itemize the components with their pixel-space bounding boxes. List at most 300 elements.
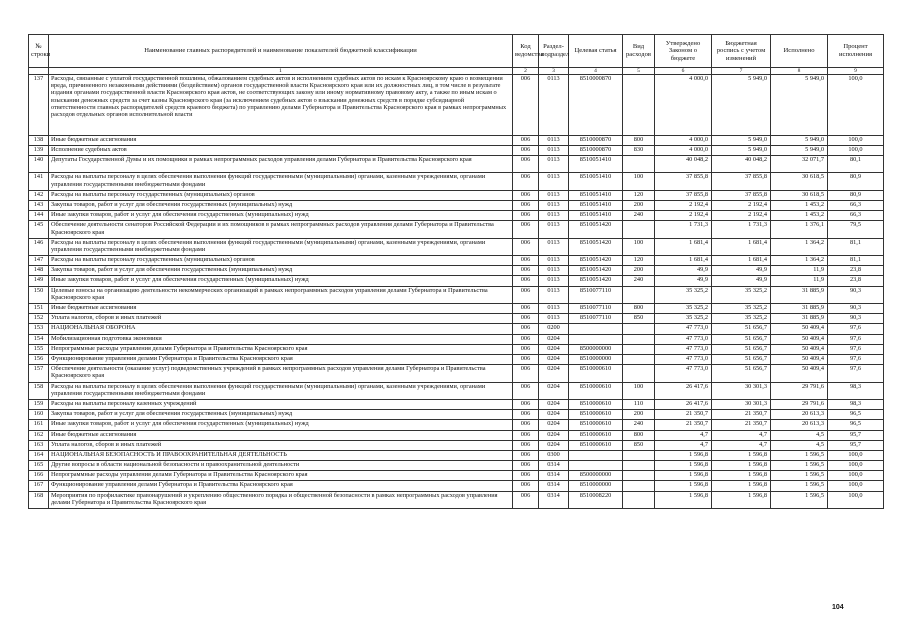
- table-row: [29, 471, 884, 481]
- target-article: 8510051410: [569, 211, 623, 221]
- executed-amount: 1 376,1: [771, 221, 828, 238]
- header-cell: Вид расходов: [623, 35, 655, 68]
- executed-amount: 5 949,0: [771, 135, 828, 145]
- row-name: Иные закупки товаров, работ и услуг для обеспечения государственных (муниципальных) нужд: [49, 276, 513, 286]
- header-cell: Процент исполнения: [828, 35, 884, 68]
- execution-percent: 80,9: [828, 173, 884, 190]
- table-row: [29, 211, 884, 221]
- row-name: Иные бюджетные ассигнования: [49, 135, 513, 145]
- execution-percent: 98,3: [828, 399, 884, 409]
- target-article: [569, 324, 623, 334]
- expense-type: [623, 461, 655, 471]
- row-name: Обеспечение деятельности (оказание услуг) подведомственных учреждений в рамках непрограммных расходов управления делами Губернатора и Правительства Красноярского края: [49, 365, 513, 382]
- target-article: 8510051420: [569, 256, 623, 266]
- executed-amount: 4,5: [771, 430, 828, 440]
- executed-amount: 50 409,4: [771, 354, 828, 364]
- execution-percent: 90,3: [828, 286, 884, 303]
- expense-type: [623, 354, 655, 364]
- executed-amount: 20 613,3: [771, 410, 828, 420]
- row-name: Расходы на выплаты персоналу в целях обеспечения выполнения функций государственными (муниципальными) органами, казенными учреждениями, органами управления государственными внебюджетными фондами: [49, 382, 513, 399]
- target-article: 8500000000: [569, 471, 623, 481]
- executed-amount: 1 364,2: [771, 256, 828, 266]
- section-code: 0113: [539, 221, 569, 238]
- row-number: 144: [29, 211, 49, 221]
- section-code: 0113: [539, 238, 569, 255]
- row-name: Расходы на выплаты персоналу государственных (муниципальных) органов: [49, 190, 513, 200]
- column-number: 6: [655, 68, 712, 75]
- execution-percent: 100,0: [828, 491, 884, 508]
- table-row: [29, 221, 884, 238]
- expense-type: 240: [623, 211, 655, 221]
- execution-percent: 95,7: [828, 430, 884, 440]
- approved-amount: 2 192,4: [655, 211, 712, 221]
- approved-amount: 26 417,6: [655, 382, 712, 399]
- row-name: Расходы на выплаты персоналу в целях обеспечения выполнения функций государственными (муниципальными) органами, казенными учреждениями, органами управления государственными внебюджетными фондами: [49, 238, 513, 255]
- execution-percent: 100,0: [828, 450, 884, 460]
- table-row: [29, 440, 884, 450]
- target-article: [569, 461, 623, 471]
- column-number: [29, 68, 49, 75]
- executed-amount: 1 364,2: [771, 238, 828, 255]
- table-row: [29, 314, 884, 324]
- budget-list-amount: 4,7: [712, 440, 771, 450]
- executed-amount: 1 596,5: [771, 491, 828, 508]
- column-number-row: [29, 68, 884, 75]
- execution-percent: 100,0: [828, 471, 884, 481]
- row-number: 159: [29, 399, 49, 409]
- executed-amount: 5 949,0: [771, 145, 828, 155]
- table-row: [29, 173, 884, 190]
- table-row: [29, 200, 884, 210]
- dept-code: 006: [513, 266, 539, 276]
- execution-percent: 79,5: [828, 221, 884, 238]
- dept-code: 006: [513, 461, 539, 471]
- header-cell: Целевая статья: [569, 35, 623, 68]
- table-row: [29, 304, 884, 314]
- table-row: [29, 145, 884, 155]
- dept-code: 006: [513, 430, 539, 440]
- execution-percent: 96,5: [828, 420, 884, 430]
- dept-code: 006: [513, 221, 539, 238]
- execution-percent: 90,3: [828, 304, 884, 314]
- table-row: [29, 155, 884, 172]
- row-number: 146: [29, 238, 49, 255]
- budget-list-amount: 1 681,4: [712, 256, 771, 266]
- executed-amount: 50 409,4: [771, 344, 828, 354]
- budget-list-amount: 1 596,8: [712, 491, 771, 508]
- row-number: 153: [29, 324, 49, 334]
- approved-amount: 4 000,0: [655, 75, 712, 136]
- row-name: Другие вопросы в области национальной безопасности и правоохранительной деятельности: [49, 461, 513, 471]
- target-article: 8510077110: [569, 286, 623, 303]
- table-row: [29, 382, 884, 399]
- expense-type: [623, 155, 655, 172]
- approved-amount: 26 417,6: [655, 399, 712, 409]
- row-number: 149: [29, 276, 49, 286]
- dept-code: 006: [513, 190, 539, 200]
- row-number: 163: [29, 440, 49, 450]
- target-article: 8510000610: [569, 430, 623, 440]
- row-name: Исполнение судебных актов: [49, 145, 513, 155]
- section-code: 0314: [539, 481, 569, 491]
- dept-code: 006: [513, 491, 539, 508]
- header-cell: Бюджетная роспись с учетом изменений: [712, 35, 771, 68]
- dept-code: 006: [513, 145, 539, 155]
- approved-amount: 1 596,8: [655, 471, 712, 481]
- row-name: Расходы, связанные с уплатой государственной пошлины, обжалованием судебных актов и исполнением судебных актов по искам к Красноярскому краю о возмещении вреда, причиненного незаконными действиями (бездействием) органов государственной власти Красноярского края или их должностных лиц, в том числе в результате издания органами государственной власти Красноярского края актов, не соответствующих закону или иному нормативному правовому акту, а также по иным искам о взыскании денежных средств за счет казны Красноярского края (за исключением судебных актов о взыскании денежных средств в порядке субсидиарной ответственности главных распорядителей средств краевого бюджета) по управлению делами Губернатора и Правительства Красноярского края в рамках непрограммных расходов отдельных органов исполнительной власти: [49, 75, 513, 136]
- approved-amount: 1 596,8: [655, 481, 712, 491]
- expense-type: [623, 481, 655, 491]
- row-number: 155: [29, 344, 49, 354]
- dept-code: 006: [513, 334, 539, 344]
- execution-percent: 96,5: [828, 410, 884, 420]
- budget-list-amount: 21 350,7: [712, 420, 771, 430]
- row-number: 140: [29, 155, 49, 172]
- header-cell: Код ведомства: [513, 35, 539, 68]
- expense-type: 830: [623, 145, 655, 155]
- executed-amount: 5 949,0: [771, 75, 828, 136]
- dept-code: 006: [513, 410, 539, 420]
- target-article: 8510000610: [569, 440, 623, 450]
- row-number: 142: [29, 190, 49, 200]
- budget-list-amount: 49,9: [712, 266, 771, 276]
- budget-list-amount: 1 596,8: [712, 471, 771, 481]
- column-number: 3: [539, 68, 569, 75]
- dept-code: 006: [513, 344, 539, 354]
- column-number: 4: [569, 68, 623, 75]
- budget-list-amount: 30 301,3: [712, 382, 771, 399]
- budget-list-amount: 51 656,7: [712, 324, 771, 334]
- dept-code: 006: [513, 324, 539, 334]
- table-row: [29, 344, 884, 354]
- dept-code: 006: [513, 304, 539, 314]
- dept-code: 006: [513, 256, 539, 266]
- budget-list-amount: 1 681,4: [712, 238, 771, 255]
- dept-code: 006: [513, 365, 539, 382]
- approved-amount: 1 596,8: [655, 491, 712, 508]
- budget-list-amount: 2 192,4: [712, 211, 771, 221]
- table-row: [29, 399, 884, 409]
- dept-code: 006: [513, 450, 539, 460]
- executed-amount: 11,9: [771, 266, 828, 276]
- executed-amount: 30 618,5: [771, 190, 828, 200]
- execution-percent: 66,3: [828, 211, 884, 221]
- target-article: 8510051420: [569, 266, 623, 276]
- table-row: [29, 256, 884, 266]
- approved-amount: 1 681,4: [655, 256, 712, 266]
- approved-amount: 4 000,0: [655, 145, 712, 155]
- section-code: 0204: [539, 365, 569, 382]
- expense-type: 100: [623, 173, 655, 190]
- executed-amount: 50 409,4: [771, 324, 828, 334]
- target-article: 8510051410: [569, 173, 623, 190]
- table-row: [29, 450, 884, 460]
- dept-code: 006: [513, 200, 539, 210]
- execution-percent: 90,3: [828, 314, 884, 324]
- budget-list-amount: 4,7: [712, 430, 771, 440]
- section-code: 0204: [539, 410, 569, 420]
- column-number: 9: [828, 68, 884, 75]
- approved-amount: 49,9: [655, 266, 712, 276]
- dept-code: 006: [513, 135, 539, 145]
- execution-percent: 97,6: [828, 324, 884, 334]
- table-body: [29, 75, 884, 509]
- approved-amount: 35 325,2: [655, 286, 712, 303]
- approved-amount: 4,7: [655, 440, 712, 450]
- executed-amount: 11,9: [771, 276, 828, 286]
- section-code: 0314: [539, 471, 569, 481]
- row-number: 147: [29, 256, 49, 266]
- row-name: Уплата налогов, сборов и иных платежей: [49, 314, 513, 324]
- section-code: 0204: [539, 354, 569, 364]
- row-number: 160: [29, 410, 49, 420]
- target-article: 8510051410: [569, 155, 623, 172]
- row-name: Функционирование управления делами Губернатора и Правительства Красноярского края: [49, 354, 513, 364]
- section-code: 0113: [539, 286, 569, 303]
- budget-list-amount: 40 048,2: [712, 155, 771, 172]
- expense-type: 100: [623, 382, 655, 399]
- table-row: [29, 491, 884, 508]
- approved-amount: 1 731,3: [655, 221, 712, 238]
- expense-type: [623, 286, 655, 303]
- expense-type: [623, 471, 655, 481]
- row-name: Функционирование управления делами Губернатора и Правительства Красноярского края: [49, 481, 513, 491]
- execution-percent: 80,1: [828, 155, 884, 172]
- target-article: 8510000610: [569, 420, 623, 430]
- budget-list-amount: 1 596,8: [712, 481, 771, 491]
- executed-amount: 31 885,9: [771, 314, 828, 324]
- executed-amount: 4,5: [771, 440, 828, 450]
- section-code: 0200: [539, 324, 569, 334]
- expense-type: 200: [623, 266, 655, 276]
- budget-list-amount: 37 855,8: [712, 190, 771, 200]
- budget-list-amount: 35 325,2: [712, 304, 771, 314]
- executed-amount: 30 618,5: [771, 173, 828, 190]
- execution-percent: 80,9: [828, 190, 884, 200]
- row-number: 158: [29, 382, 49, 399]
- target-article: 8510051420: [569, 238, 623, 255]
- table-header-row: [29, 35, 884, 68]
- table-row: [29, 238, 884, 255]
- budget-table: [28, 34, 884, 509]
- row-number: 168: [29, 491, 49, 508]
- row-number: 157: [29, 365, 49, 382]
- section-code: 0314: [539, 491, 569, 508]
- table-row: [29, 410, 884, 420]
- target-article: 8510000870: [569, 135, 623, 145]
- row-name: Расходы на выплаты персоналу в целях обеспечения выполнения функций государственными (муниципальными) органами, казенными учреждениями, органами управления государственными внебюджетными фондами: [49, 173, 513, 190]
- approved-amount: 1 681,4: [655, 238, 712, 255]
- target-article: 8510000870: [569, 75, 623, 136]
- executed-amount: 1 596,5: [771, 471, 828, 481]
- executed-amount: 31 885,9: [771, 304, 828, 314]
- row-name: НАЦИОНАЛЬНАЯ БЕЗОПАСНОСТЬ И ПРАВООХРАНИТЕЛЬНАЯ ДЕЯТЕЛЬНОСТЬ: [49, 450, 513, 460]
- section-code: 0113: [539, 304, 569, 314]
- dept-code: 006: [513, 211, 539, 221]
- table-row: [29, 266, 884, 276]
- column-number: 7: [712, 68, 771, 75]
- approved-amount: 2 192,4: [655, 200, 712, 210]
- column-number: 2: [513, 68, 539, 75]
- row-name: Уплата налогов, сборов и иных платежей: [49, 440, 513, 450]
- target-article: 8510000000: [569, 354, 623, 364]
- expense-type: [623, 344, 655, 354]
- row-name: Закупка товаров, работ и услуг для обеспечения государственных (муниципальных) нужд: [49, 266, 513, 276]
- row-number: 148: [29, 266, 49, 276]
- row-name: Расходы на выплаты персоналу казенных учреждений: [49, 399, 513, 409]
- table-row: [29, 324, 884, 334]
- budget-table-sheet: [28, 34, 883, 509]
- expense-type: 800: [623, 304, 655, 314]
- target-article: 8510051410: [569, 190, 623, 200]
- target-article: 8510000610: [569, 399, 623, 409]
- budget-list-amount: 2 192,4: [712, 200, 771, 210]
- column-number: 8: [771, 68, 828, 75]
- section-code: 0113: [539, 190, 569, 200]
- executed-amount: 1 453,2: [771, 200, 828, 210]
- section-code: 0204: [539, 420, 569, 430]
- table-row: [29, 276, 884, 286]
- target-article: 8510000870: [569, 145, 623, 155]
- table-row: [29, 461, 884, 471]
- table-row: [29, 75, 884, 136]
- expense-type: [623, 221, 655, 238]
- execution-percent: 95,7: [828, 440, 884, 450]
- expense-type: 850: [623, 314, 655, 324]
- dept-code: 006: [513, 420, 539, 430]
- row-name: Мероприятия по профилактике правонарушений и укреплению общественного порядка и общественной безопасности в рамках непрограммных расходов управления делами Губернатора и Правительства Красноярского края: [49, 491, 513, 508]
- approved-amount: 4,7: [655, 430, 712, 440]
- target-article: 8510008220: [569, 491, 623, 508]
- approved-amount: 1 596,8: [655, 461, 712, 471]
- row-number: 156: [29, 354, 49, 364]
- expense-type: 100: [623, 238, 655, 255]
- column-number: 5: [623, 68, 655, 75]
- row-name: Мобилизационная подготовка экономики: [49, 334, 513, 344]
- budget-list-amount: 30 301,3: [712, 399, 771, 409]
- target-article: 8510077110: [569, 304, 623, 314]
- row-number: 138: [29, 135, 49, 145]
- dept-code: 006: [513, 471, 539, 481]
- table-row: [29, 334, 884, 344]
- header-cell: Наименование главных распорядителей и наименование показателей бюджетной классификации: [49, 35, 513, 68]
- execution-percent: 98,3: [828, 382, 884, 399]
- executed-amount: 1 596,5: [771, 461, 828, 471]
- budget-list-amount: 5 949,0: [712, 75, 771, 136]
- row-number: 164: [29, 450, 49, 460]
- row-number: 150: [29, 286, 49, 303]
- execution-percent: 81,1: [828, 238, 884, 255]
- budget-list-amount: 1 596,8: [712, 461, 771, 471]
- target-article: 8510000610: [569, 382, 623, 399]
- section-code: 0204: [539, 334, 569, 344]
- execution-percent: 97,6: [828, 365, 884, 382]
- execution-percent: 100,0: [828, 461, 884, 471]
- execution-percent: 23,8: [828, 276, 884, 286]
- row-name: Иные бюджетные ассигнования: [49, 430, 513, 440]
- section-code: 0204: [539, 382, 569, 399]
- section-code: 0113: [539, 155, 569, 172]
- row-number: 145: [29, 221, 49, 238]
- budget-list-amount: 5 949,0: [712, 145, 771, 155]
- budget-list-amount: 21 350,7: [712, 410, 771, 420]
- row-name: Закупка товаров, работ и услуг для обеспечения государственных (муниципальных) нужд: [49, 200, 513, 210]
- row-number: 161: [29, 420, 49, 430]
- approved-amount: 47 773,0: [655, 354, 712, 364]
- expense-type: 110: [623, 399, 655, 409]
- header-cell: Исполнено: [771, 35, 828, 68]
- dept-code: 006: [513, 155, 539, 172]
- dept-code: 006: [513, 440, 539, 450]
- budget-list-amount: 51 656,7: [712, 334, 771, 344]
- row-number: 154: [29, 334, 49, 344]
- approved-amount: 21 350,7: [655, 420, 712, 430]
- execution-percent: 81,1: [828, 256, 884, 266]
- section-code: 0204: [539, 344, 569, 354]
- row-number: 167: [29, 481, 49, 491]
- header-cell: Раздел-подраздел: [539, 35, 569, 68]
- page-number: 104: [832, 604, 844, 611]
- header-cell: № строки: [29, 35, 49, 68]
- row-name: Расходы на выплаты персоналу государственных (муниципальных) органов: [49, 256, 513, 266]
- row-number: 143: [29, 200, 49, 210]
- row-name: Непрограммные расходы управления делами Губернатора и Правительства Красноярского края: [49, 471, 513, 481]
- table-row: [29, 190, 884, 200]
- dept-code: 006: [513, 481, 539, 491]
- execution-percent: 23,8: [828, 266, 884, 276]
- expense-type: 800: [623, 135, 655, 145]
- dept-code: 006: [513, 314, 539, 324]
- target-article: 8510000000: [569, 481, 623, 491]
- target-article: 8510000610: [569, 410, 623, 420]
- row-number: 166: [29, 471, 49, 481]
- executed-amount: 20 613,3: [771, 420, 828, 430]
- budget-list-amount: 35 325,2: [712, 286, 771, 303]
- dept-code: 006: [513, 354, 539, 364]
- dept-code: 006: [513, 276, 539, 286]
- section-code: 0204: [539, 430, 569, 440]
- expense-type: 200: [623, 410, 655, 420]
- executed-amount: 1 596,5: [771, 481, 828, 491]
- section-code: 0113: [539, 314, 569, 324]
- execution-percent: 97,6: [828, 344, 884, 354]
- row-name: Непрограммные расходы управления делами Губернатора и Правительства Красноярского края: [49, 344, 513, 354]
- execution-percent: 66,3: [828, 200, 884, 210]
- approved-amount: 47 773,0: [655, 344, 712, 354]
- table-row: [29, 365, 884, 382]
- budget-list-amount: 49,9: [712, 276, 771, 286]
- execution-percent: 100,0: [828, 75, 884, 136]
- table-row: [29, 481, 884, 491]
- section-code: 0113: [539, 75, 569, 136]
- row-number: 165: [29, 461, 49, 471]
- dept-code: 006: [513, 238, 539, 255]
- target-article: 8510051420: [569, 221, 623, 238]
- row-number: 162: [29, 430, 49, 440]
- expense-type: 200: [623, 200, 655, 210]
- approved-amount: 47 773,0: [655, 334, 712, 344]
- row-name: Иные бюджетные ассигнования: [49, 304, 513, 314]
- expense-type: [623, 491, 655, 508]
- table-row: [29, 286, 884, 303]
- expense-type: 800: [623, 430, 655, 440]
- table-row: [29, 420, 884, 430]
- section-code: 0113: [539, 211, 569, 221]
- expense-type: 240: [623, 276, 655, 286]
- approved-amount: 37 855,8: [655, 173, 712, 190]
- row-name: НАЦИОНАЛЬНАЯ ОБОРОНА: [49, 324, 513, 334]
- executed-amount: 50 409,4: [771, 365, 828, 382]
